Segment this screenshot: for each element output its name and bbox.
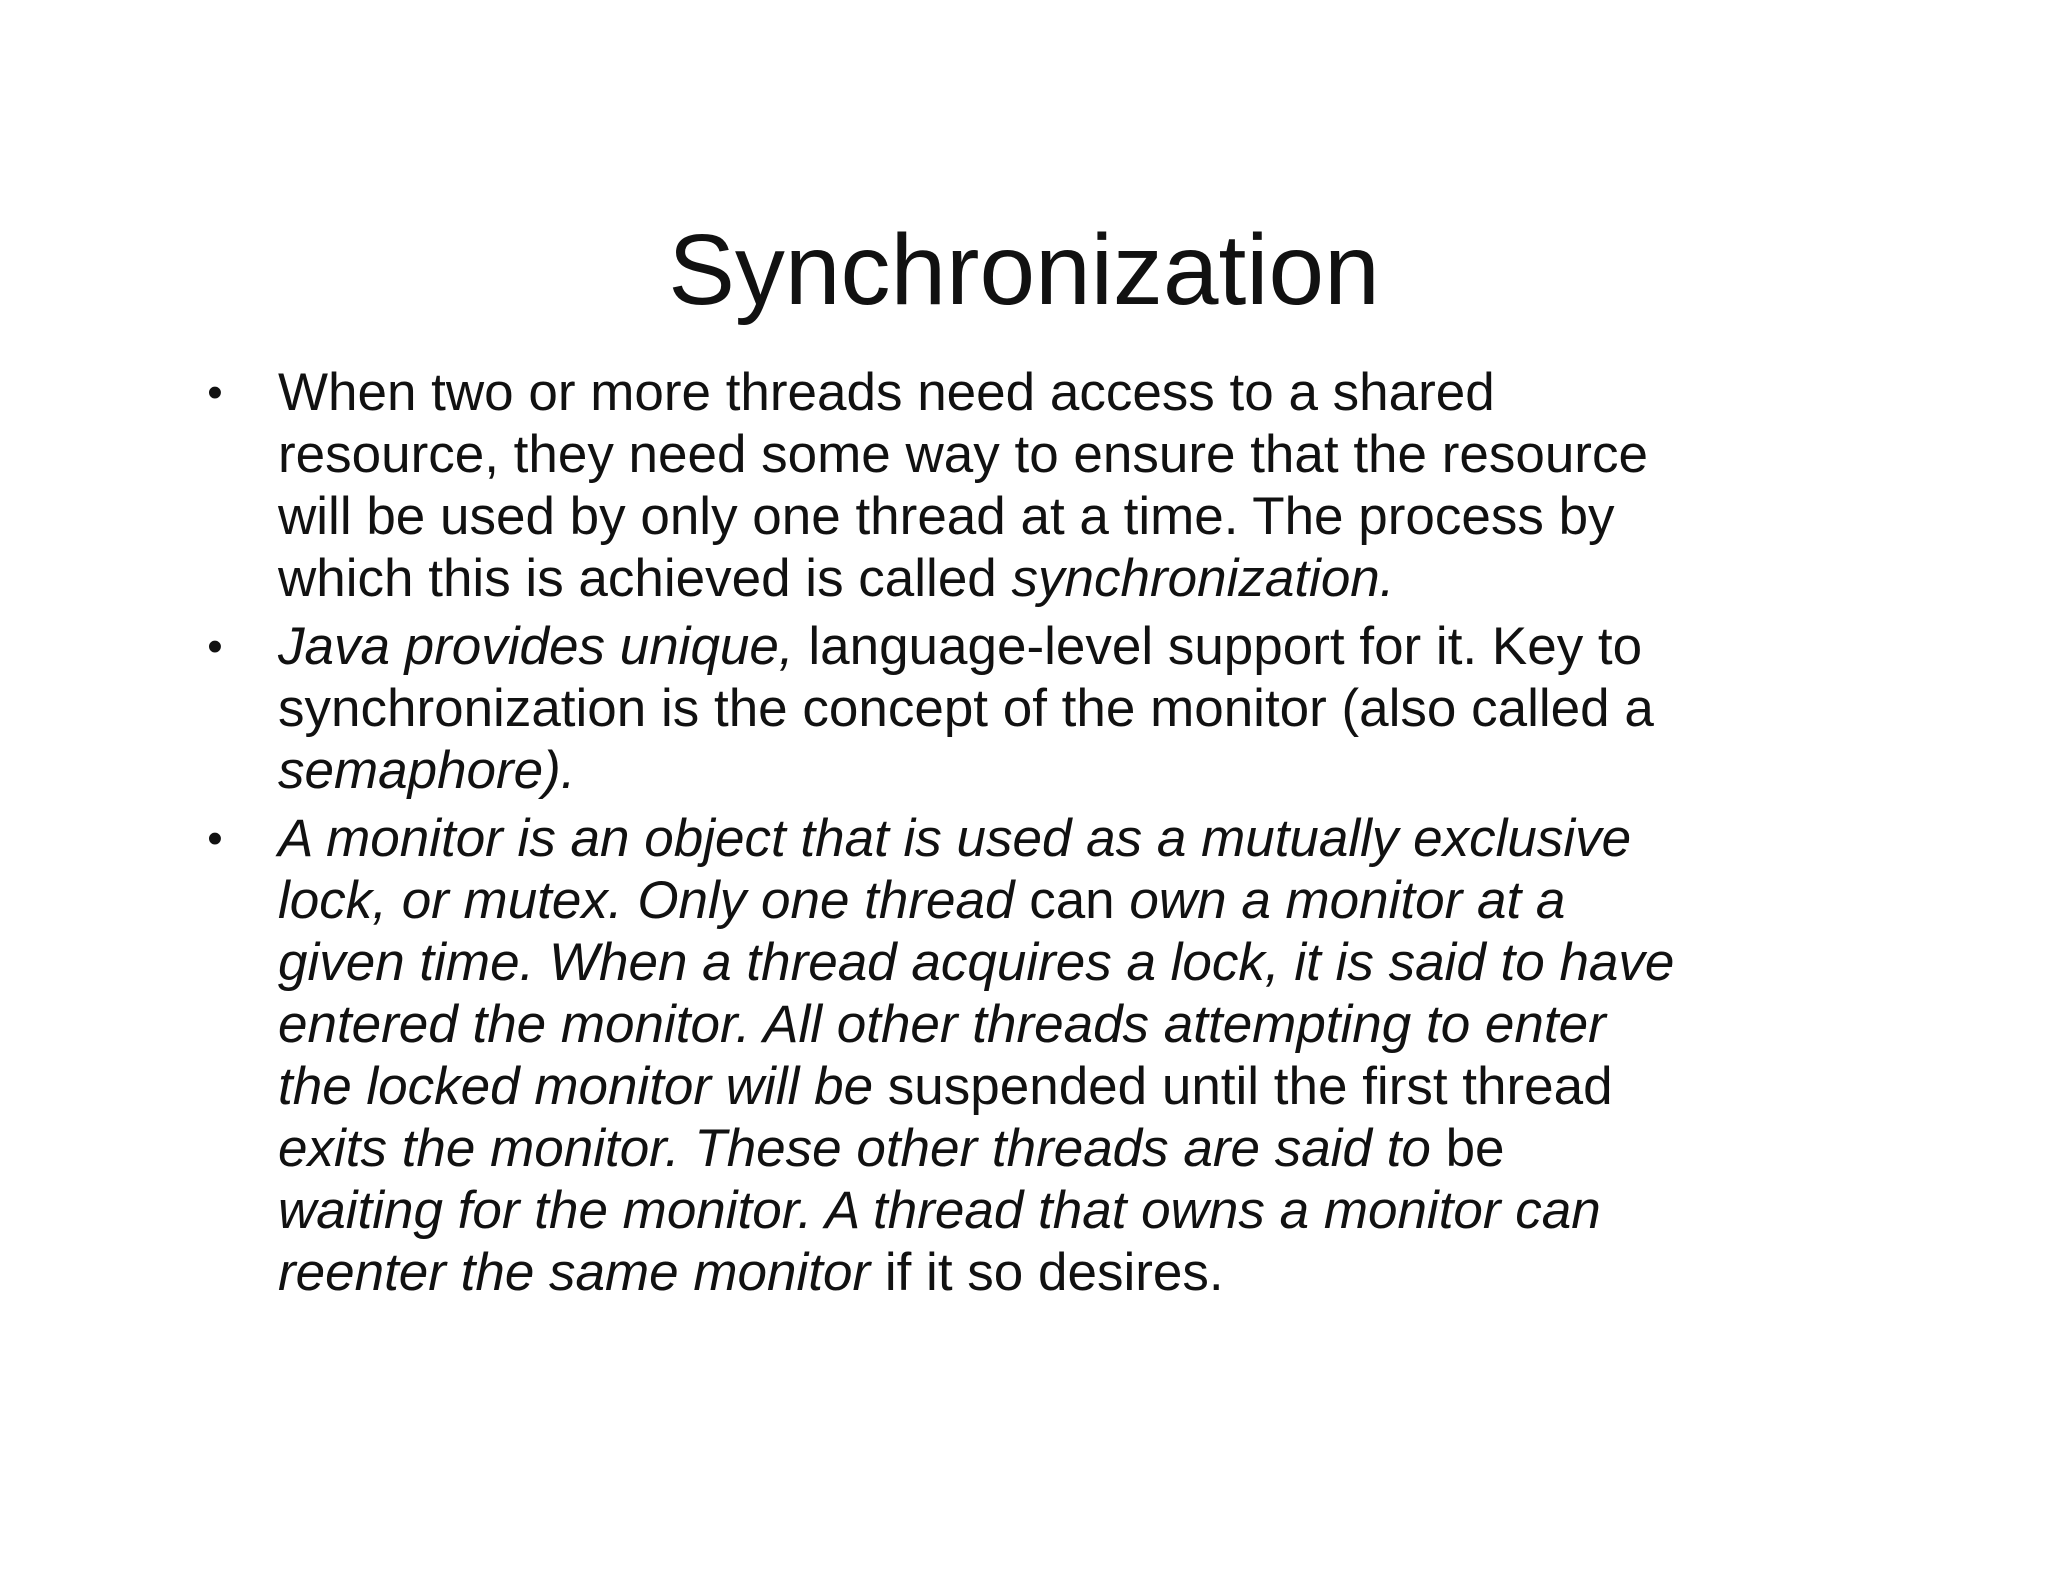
text-run: resource, they need some way to ensure that the resource: [278, 425, 1648, 484]
text-line: [278, 1056, 1860, 1118]
text-run: lock, or mutex. Only one thread: [278, 871, 1015, 930]
text-line: [278, 616, 1860, 678]
text-line: [278, 486, 1860, 548]
text-line: [278, 1242, 1860, 1304]
text-run: A monitor is an object that is used as a mutually exclusive: [278, 809, 1632, 868]
text-line: [278, 740, 1860, 802]
text-line: [278, 808, 1860, 870]
text-run: exits the monitor. These other threads are said to: [278, 1119, 1431, 1178]
text-line: [278, 362, 1860, 424]
text-run: reenter the same monitor: [278, 1243, 871, 1302]
text-run: synchronization is the concept of the monitor (also called a: [278, 679, 1654, 738]
text-run: language-level support for it. Key to: [793, 617, 1643, 676]
text-run: When two or more threads need access to a shared: [278, 363, 1495, 422]
text-run: will be used by only one thread at a time. The process by: [278, 487, 1615, 546]
text-line: [278, 994, 1860, 1056]
text-line: [278, 1118, 1860, 1180]
text-run: waiting for the monitor. A thread that owns a monitor can: [278, 1181, 1601, 1240]
bullet-item: [200, 808, 1860, 1304]
text-run: entered the monitor. All other threads attempting to enter: [278, 995, 1606, 1054]
italic-term: synchronization.: [1011, 549, 1395, 608]
text-run: suspended until the first thread: [873, 1057, 1613, 1116]
bullet-item: [200, 616, 1860, 802]
text-line: [278, 678, 1860, 740]
text-line: [278, 548, 1860, 610]
text-run: which this is achieved is called: [278, 549, 1012, 608]
text-run: given time. When a thread acquires a lock, it is said to have: [278, 933, 1675, 992]
bullet-dot-icon: •: [207, 814, 223, 863]
bullet-list: [200, 362, 1860, 1310]
text-run: Java provides unique,: [278, 617, 794, 676]
text-line: [278, 932, 1860, 994]
text-line: [278, 424, 1860, 486]
bullet-dot-icon: •: [207, 368, 223, 417]
text-run: own a monitor at a: [1129, 871, 1566, 930]
text-line: [278, 1180, 1860, 1242]
text-run: can: [1014, 871, 1130, 930]
text-run: be: [1430, 1119, 1505, 1178]
text-run: if it so desires.: [870, 1243, 1224, 1302]
text-run: the locked monitor will be: [278, 1057, 874, 1116]
bullet-item: [200, 362, 1860, 610]
slide-title: Synchronization: [668, 214, 1380, 326]
italic-term: semaphore).: [278, 741, 576, 800]
text-line: [278, 870, 1860, 932]
bullet-dot-icon: •: [207, 622, 223, 671]
